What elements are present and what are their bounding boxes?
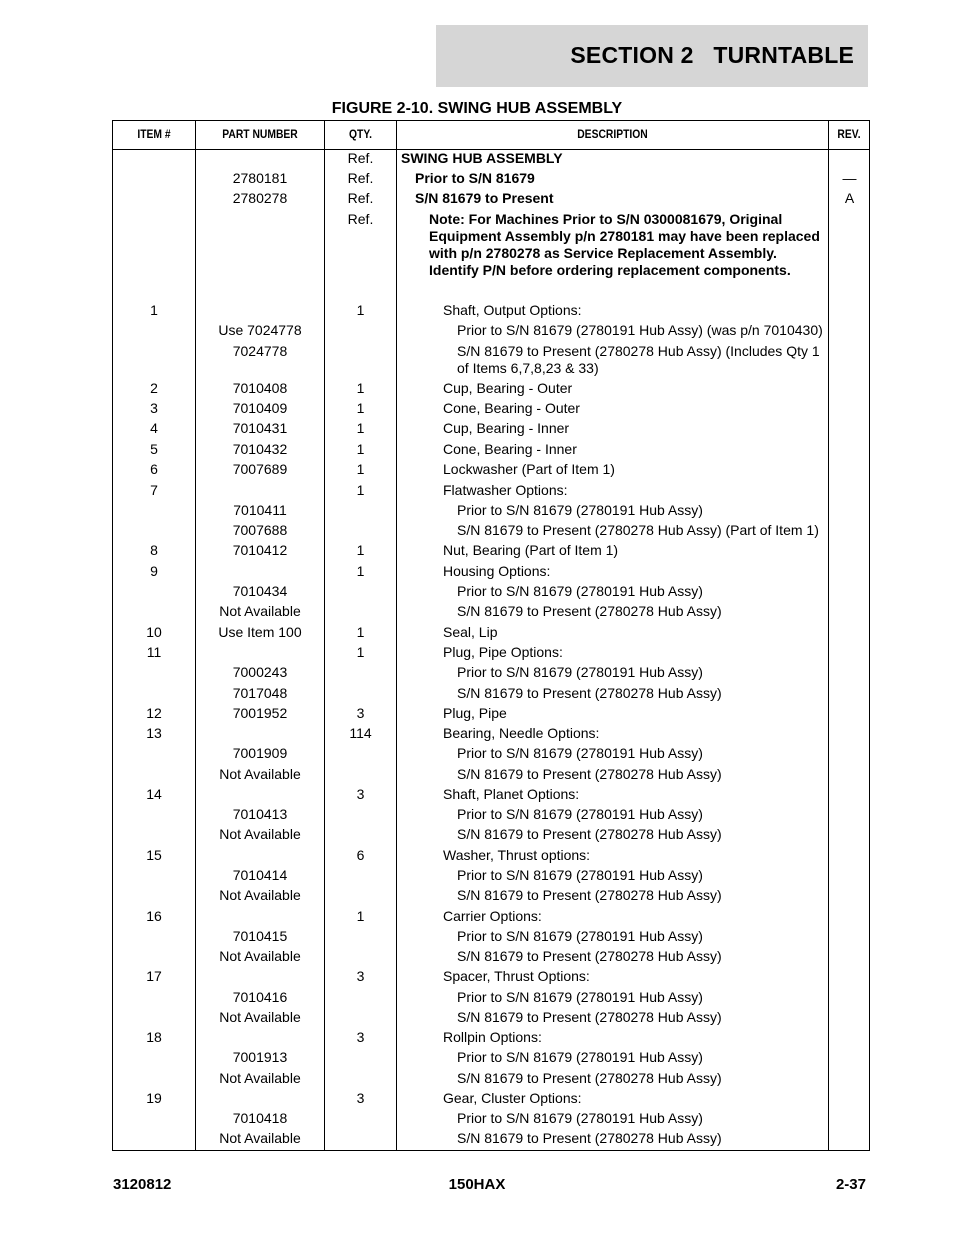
quantity: 1 xyxy=(356,908,365,924)
description: S/N 81679 to Present (2780278 Hub Assy) (Part of Item 1) xyxy=(457,522,819,538)
description: Bearing, Needle Options: xyxy=(443,725,600,741)
part-number: Not Available xyxy=(219,603,301,619)
description: Note: For Machines Prior to S/N 0300081679, Original Equipment Assembly p/n 2780181 may have been replaced with p/n 2780278 as Service Replacement Assembly. Identify P/N before ordering replacement components. xyxy=(429,211,820,278)
description: Cone, Bearing - Outer xyxy=(443,400,580,416)
quantity: Ref. xyxy=(347,150,374,166)
description: S/N 81679 to Present (2780278 Hub Assy) xyxy=(457,826,722,842)
header-qty: QTY. xyxy=(349,127,372,141)
quantity: 1 xyxy=(356,302,365,318)
description: Prior to S/N 81679 (2780191 Hub Assy) (was p/n 7010430) xyxy=(457,322,823,338)
item-number: 4 xyxy=(150,420,158,436)
description: Cone, Bearing - Inner xyxy=(443,441,577,457)
description: Housing Options: xyxy=(443,563,551,579)
quantity: 1 xyxy=(356,441,365,457)
quantity: 3 xyxy=(356,705,365,721)
quantity: 1 xyxy=(356,624,365,640)
part-number: 7010413 xyxy=(232,806,288,822)
description: Plug, Pipe Options: xyxy=(443,644,563,660)
part-number: 7010416 xyxy=(232,989,288,1005)
quantity: 3 xyxy=(356,1029,365,1045)
part-number: Use 7024778 xyxy=(218,322,302,338)
footer-page-number: 2-37 xyxy=(835,1176,866,1193)
quantity: 1 xyxy=(356,380,365,396)
description: Prior to S/N 81679 (2780191 Hub Assy) xyxy=(457,583,703,599)
part-number: 7007688 xyxy=(232,522,288,538)
part-number: Not Available xyxy=(219,887,301,903)
description: Lockwasher (Part of Item 1) xyxy=(443,461,615,477)
quantity: Ref. xyxy=(347,211,374,227)
description: Prior to S/N 81679 (2780191 Hub Assy) xyxy=(457,664,703,680)
description: S/N 81679 to Present (2780278 Hub Assy) xyxy=(457,685,722,701)
table-header xyxy=(113,121,869,150)
footer-model: 150HAX xyxy=(448,1176,506,1193)
description: Rollpin Options: xyxy=(443,1029,542,1045)
item-number: 10 xyxy=(146,624,162,640)
section-title: SECTION 2 TURNTABLE xyxy=(570,42,854,68)
part-number: 7001913 xyxy=(232,1049,288,1065)
part-number: 7001952 xyxy=(232,705,288,721)
quantity: 3 xyxy=(356,1090,365,1106)
quantity: 3 xyxy=(356,786,365,802)
figure-title: FIGURE 2-10. SWING HUB ASSEMBLY xyxy=(331,100,623,117)
description: S/N 81679 to Present xyxy=(415,190,554,206)
description: S/N 81679 to Present (2780278 Hub Assy) xyxy=(457,603,722,619)
item-number: 6 xyxy=(150,461,158,477)
item-number: 17 xyxy=(146,968,162,984)
part-number: 7001909 xyxy=(232,745,288,761)
description: Prior to S/N 81679 (2780191 Hub Assy) xyxy=(457,1110,703,1126)
quantity: 1 xyxy=(356,461,365,477)
item-number: 5 xyxy=(150,441,158,457)
section-banner xyxy=(436,25,868,87)
part-number: 2780278 xyxy=(232,190,288,206)
part-number: 7010415 xyxy=(232,928,288,944)
part-number: Not Available xyxy=(219,766,301,782)
part-number: 7010414 xyxy=(232,867,288,883)
part-number: Not Available xyxy=(219,1130,301,1146)
description: Prior to S/N 81679 (2780191 Hub Assy) xyxy=(457,867,703,883)
header-rev: REV. xyxy=(837,127,861,141)
description: Plug, Pipe xyxy=(443,705,507,721)
item-number: 14 xyxy=(146,786,162,802)
part-number: Not Available xyxy=(219,1070,301,1086)
part-number: Use Item 100 xyxy=(218,624,302,640)
parts-table xyxy=(112,120,870,1151)
quantity: 1 xyxy=(356,644,365,660)
description: S/N 81679 to Present (2780278 Hub Assy) xyxy=(457,1130,722,1146)
description: Prior to S/N 81679 (2780191 Hub Assy) xyxy=(457,989,703,1005)
part-number: 2780181 xyxy=(232,170,288,186)
header-description: DESCRIPTION xyxy=(577,127,648,141)
description: S/N 81679 to Present (2780278 Hub Assy) xyxy=(457,1070,722,1086)
item-number: 15 xyxy=(146,847,162,863)
revision: — xyxy=(842,170,857,186)
part-number: Not Available xyxy=(219,948,301,964)
quantity: Ref. xyxy=(347,170,374,186)
item-number: 13 xyxy=(146,725,162,741)
quantity: 1 xyxy=(356,482,365,498)
description: S/N 81679 to Present (2780278 Hub Assy) xyxy=(457,766,722,782)
description: Prior to S/N 81679 (2780191 Hub Assy) xyxy=(457,806,703,822)
part-number: Not Available xyxy=(219,826,301,842)
description: S/N 81679 to Present (2780278 Hub Assy) xyxy=(457,948,722,964)
item-number: 8 xyxy=(150,542,158,558)
quantity: 6 xyxy=(356,847,365,863)
part-number: Not Available xyxy=(219,1009,301,1025)
part-number: 7010412 xyxy=(232,542,288,558)
description: SWING HUB ASSEMBLY xyxy=(401,150,563,166)
item-number: 2 xyxy=(150,380,158,396)
part-number: 7010418 xyxy=(232,1110,288,1126)
item-number: 9 xyxy=(150,563,158,579)
item-number: 12 xyxy=(146,705,162,721)
quantity: 1 xyxy=(356,400,365,416)
revision: A xyxy=(844,190,855,206)
item-number: 7 xyxy=(150,482,158,498)
description: Nut, Bearing (Part of Item 1) xyxy=(443,542,619,558)
column-divider xyxy=(828,121,829,1150)
description: Carrier Options: xyxy=(443,908,542,924)
part-number: 7000243 xyxy=(232,664,288,680)
description: Spacer, Thrust Options: xyxy=(443,968,590,984)
description: Prior to S/N 81679 (2780191 Hub Assy) xyxy=(457,1049,703,1065)
description: Gear, Cluster Options: xyxy=(443,1090,582,1106)
quantity: 114 xyxy=(349,725,372,741)
footer-doc-number: 3120812 xyxy=(113,1176,172,1193)
description: Prior to S/N 81679 (2780191 Hub Assy) xyxy=(457,745,703,761)
item-number: 1 xyxy=(150,302,158,318)
item-number: 11 xyxy=(146,644,162,660)
part-number: 7010434 xyxy=(232,583,288,599)
part-number: 7017048 xyxy=(232,685,288,701)
quantity: 3 xyxy=(356,968,365,984)
quantity: 1 xyxy=(356,420,365,436)
description: Cup, Bearing - Outer xyxy=(443,380,573,396)
description: S/N 81679 to Present (2780278 Hub Assy) xyxy=(457,1009,722,1025)
item-number: 16 xyxy=(146,908,162,924)
item-number: 3 xyxy=(150,400,158,416)
quantity: Ref. xyxy=(347,190,374,206)
part-number: 7010409 xyxy=(232,400,288,416)
part-number: 7010411 xyxy=(233,502,287,518)
item-number: 19 xyxy=(146,1090,162,1106)
description: Washer, Thrust options: xyxy=(443,847,591,863)
description: Prior to S/N 81679 (2780191 Hub Assy) xyxy=(457,928,703,944)
quantity: 1 xyxy=(356,563,365,579)
description: S/N 81679 to Present (2780278 Hub Assy) xyxy=(457,887,722,903)
description: Prior to S/N 81679 xyxy=(415,170,535,186)
part-number: 7010432 xyxy=(232,441,288,457)
description: S/N 81679 to Present (2780278 Hub Assy) (Includes Qty 1 of Items 6,7,8,23 & 33) xyxy=(457,343,820,376)
part-number: 7024778 xyxy=(232,343,288,359)
description: Seal, Lip xyxy=(443,624,498,640)
header-part-number: PART NUMBER xyxy=(222,127,298,141)
quantity: 1 xyxy=(356,542,365,558)
description: Cup, Bearing - Inner xyxy=(443,420,570,436)
header-item: ITEM # xyxy=(137,127,171,141)
part-number: 7007689 xyxy=(232,461,288,477)
description: Flatwasher Options: xyxy=(443,482,568,498)
part-number: 7010431 xyxy=(232,420,288,436)
part-number: 7010408 xyxy=(232,380,288,396)
item-number: 18 xyxy=(146,1029,162,1045)
description: Shaft, Output Options: xyxy=(443,302,582,318)
column-divider xyxy=(396,121,397,1150)
description: Shaft, Planet Options: xyxy=(443,786,580,802)
description: Prior to S/N 81679 (2780191 Hub Assy) xyxy=(457,502,703,518)
